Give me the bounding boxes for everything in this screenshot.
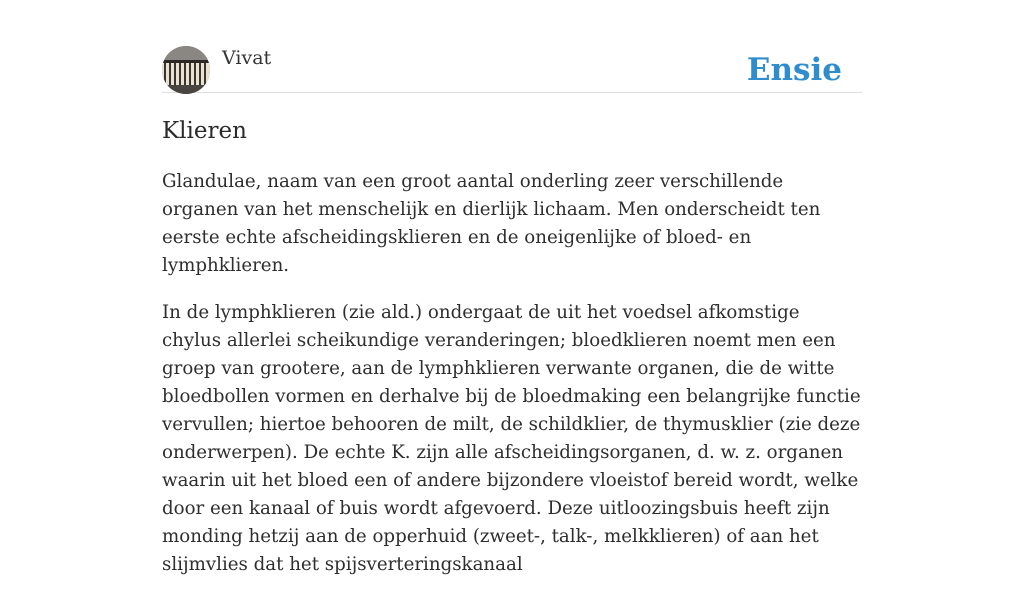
- article-page: [162, 0, 862, 575]
- author-name[interactable]: Vivat: [222, 47, 272, 69]
- article-body: [162, 168, 862, 598]
- avatar-image-icon: [162, 46, 210, 94]
- article-title: Klieren: [162, 118, 247, 144]
- article-paragraph: Glandulae, naam van een groot aantal onderling zeer verschillende organen van het menschelijk en dierlijk lichaam. Men onderscheidt ten eerste echte afscheidingsklieren en de oneigenlijke of bloed- en lymphklieren.: [162, 171, 821, 276]
- article-paragraph: In de lymphklieren (zie ald.) ondergaat de uit het voedsel afkomstige chylus allerlei scheikundige veranderingen; bloedklieren noemt men een groep van grootere, aan de lymphklieren verwante organen, die de witte bloedbollen vormen en derhalve bij de bloedmaking een belangrijke functie vervullen; hiertoe behooren de milt, de schildklier, de thymusklier (zie deze onderwerpen). De echte K. zijn alle afscheidingsorganen, d. w. z. organen waarin uit het bloed een of andere bijzondere vloeistof bereid wordt, welke door een kanaal of buis wordt afgevoerd. Deze uitloozingsbuis heeft zijn monding hetzij aan de opperhuid (zweet-, talk-, melkklieren) of aan het slijmvlies dat het spijsverteringskanaal: [162, 302, 861, 575]
- brand-logo[interactable]: Ensie: [746, 52, 842, 88]
- article-header: [162, 46, 862, 93]
- author-avatar[interactable]: [162, 46, 210, 94]
